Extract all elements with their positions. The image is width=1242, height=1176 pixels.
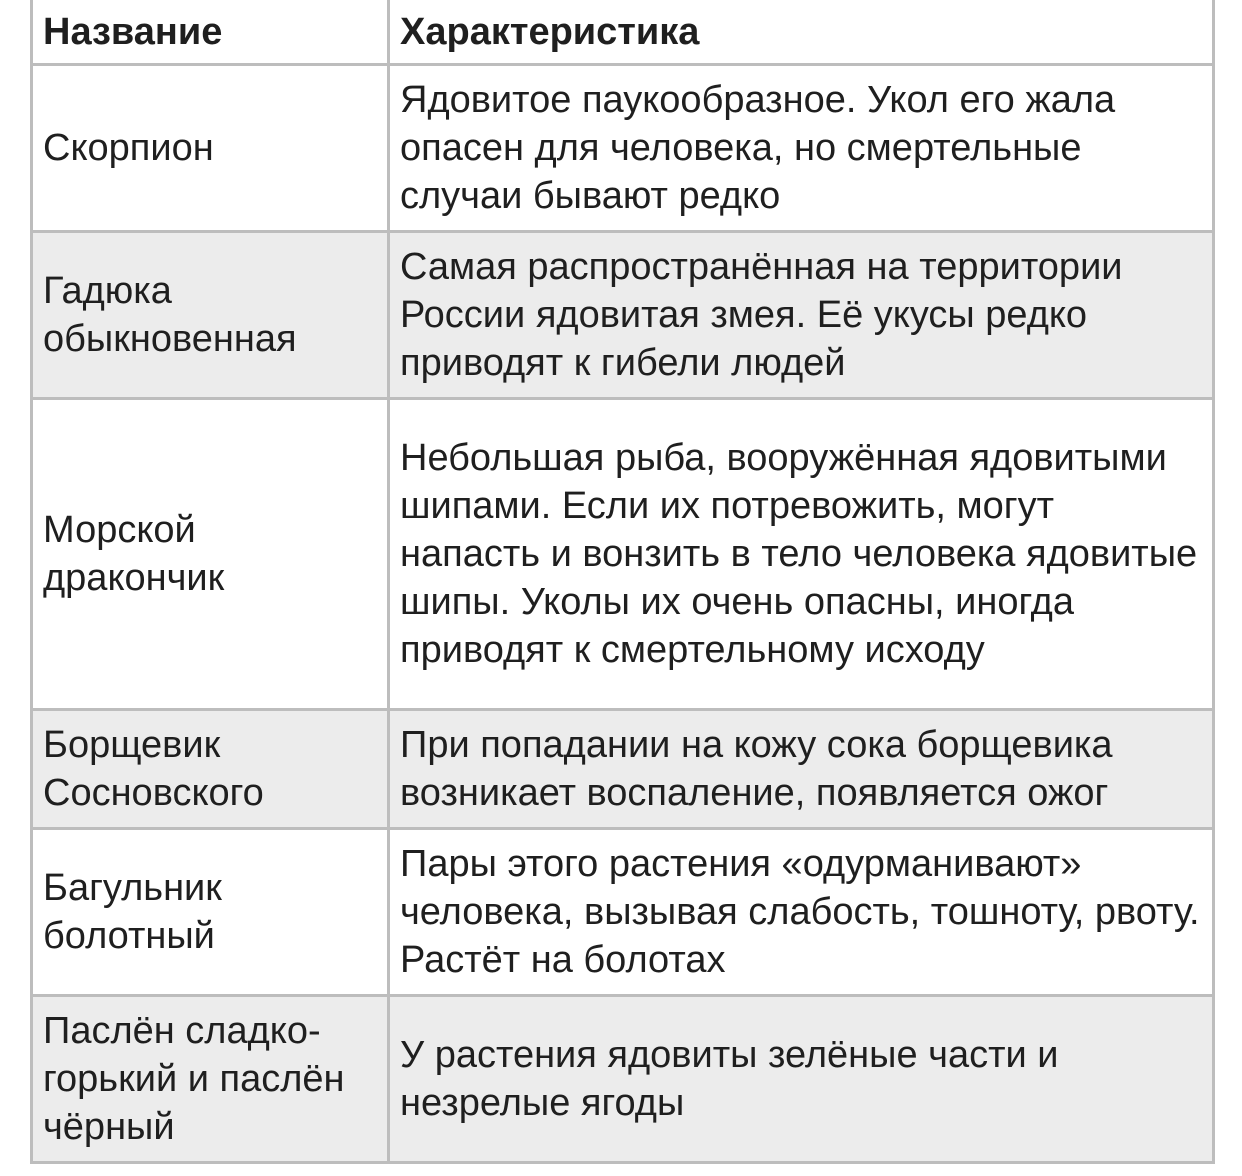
table-row — [32, 65, 1214, 232]
row-description-cell: Небольшая рыба, вооружённая ядовитыми шипами. Если их потревожить, могут напасть и вонзить в тело человека ядовитые шипы. Уколы их очень опасны, иногда приводят к смертельному исходу — [389, 399, 1214, 710]
header-row — [32, 0, 1214, 65]
table-row — [32, 996, 1214, 1163]
row-description-cell: Самая распространённая на территории России ядовитая змея. Её укусы редко приводят к гибели людей — [389, 232, 1214, 399]
table-row — [32, 232, 1214, 399]
row-name-cell: Морской дракончик — [32, 399, 389, 710]
table-header — [32, 0, 1214, 65]
row-name-cell: Багульник болотный — [32, 829, 389, 996]
row-description-cell: При попадании на кожу сока борщевика возникает воспаление, появляется ожог — [389, 710, 1214, 829]
table-row — [32, 829, 1214, 996]
header-description: Характеристика — [389, 0, 1214, 65]
row-name-cell: Гадюка обыкновенная — [32, 232, 389, 399]
row-description-cell: Пары этого растения «одурманивают» человека, вызывая слабость, тошноту, рвоту. Растёт на болотах — [389, 829, 1214, 996]
poisonous-organisms-table — [30, 0, 1215, 1164]
row-name-cell: Паслён сладко-горький и паслён чёрный — [32, 996, 389, 1163]
header-name: Название — [32, 0, 389, 65]
row-name-cell: Борщевик Сосновского — [32, 710, 389, 829]
row-description-cell: У растения ядовиты зелёные части и незрелые ягоды — [389, 996, 1214, 1163]
row-name-cell: Скорпион — [32, 65, 389, 232]
row-description-cell: Ядовитое паукообразное. Укол его жала опасен для человека, но смертельные случаи бывают редко — [389, 65, 1214, 232]
table-row — [32, 399, 1214, 710]
table-row — [32, 710, 1214, 829]
table-body — [32, 65, 1214, 1163]
